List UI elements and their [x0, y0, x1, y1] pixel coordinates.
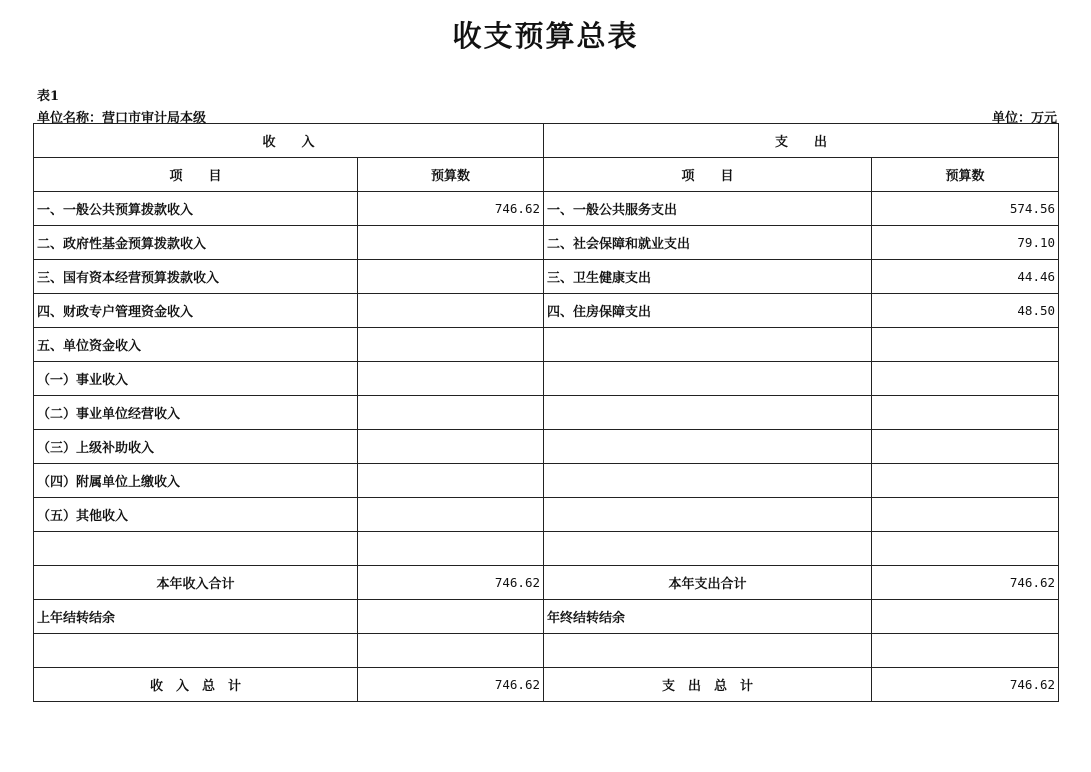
income-total-label: 收 入 总 计 [34, 668, 358, 702]
unit-name: 单位名称：营口市审计局本级 [37, 111, 207, 126]
expense-subtotal-label: 本年支出合计 [544, 566, 872, 600]
expense-value-cell: 48.50 [872, 294, 1059, 328]
expense-value-cell [872, 362, 1059, 396]
expense-carry-label: 年终结转结余 [544, 600, 872, 634]
income-value-cell [358, 260, 544, 294]
expense-value-cell: 44.46 [872, 260, 1059, 294]
column-header-row [34, 158, 1059, 192]
income-item-cell: 二、政府性基金预算拨款收入 [34, 226, 358, 260]
blank-cell [34, 634, 358, 668]
expense-item-cell [544, 498, 872, 532]
expense-value-cell [872, 396, 1059, 430]
section-header-row [34, 124, 1059, 158]
income-carry-value [358, 600, 544, 634]
expense-item-cell [544, 362, 872, 396]
income-carry-label: 上年结转结余 [34, 600, 358, 634]
blank-row [34, 634, 1059, 668]
blank-cell [544, 634, 872, 668]
table-row [34, 430, 1059, 464]
expense-subtotal-value: 746.62 [872, 566, 1059, 600]
table-row [34, 464, 1059, 498]
income-value-cell [358, 294, 544, 328]
income-subtotal-label: 本年收入合计 [34, 566, 358, 600]
income-value-cell [358, 226, 544, 260]
blank-cell [872, 634, 1059, 668]
table-row [34, 498, 1059, 532]
table-row [34, 532, 1059, 566]
income-value-cell [358, 430, 544, 464]
income-item-cell: （二）事业单位经营收入 [34, 396, 358, 430]
expense-value-cell [872, 498, 1059, 532]
income-value-cell: 746.62 [358, 192, 544, 226]
expense-section-header: 支 出 [544, 124, 1059, 158]
table-row [34, 192, 1059, 226]
blank-cell [358, 634, 544, 668]
expense-carry-value [872, 600, 1059, 634]
expense-value-cell [872, 532, 1059, 566]
income-subtotal-value: 746.62 [358, 566, 544, 600]
income-item-cell: （三）上级补助收入 [34, 430, 358, 464]
income-item-cell: 四、财政专户管理资金收入 [34, 294, 358, 328]
expense-item-cell: 二、社会保障和就业支出 [544, 226, 872, 260]
total-row [34, 668, 1059, 702]
expense-total-value: 746.62 [872, 668, 1059, 702]
income-value-cell [358, 498, 544, 532]
income-value-cell [358, 362, 544, 396]
subtotal-row [34, 566, 1059, 600]
expense-value-cell [872, 430, 1059, 464]
expense-budget-header: 预算数 [872, 158, 1059, 192]
income-item-cell: 一、一般公共预算拨款收入 [34, 192, 358, 226]
expense-item-cell [544, 328, 872, 362]
income-value-cell [358, 396, 544, 430]
expense-value-cell: 574.56 [872, 192, 1059, 226]
expense-value-cell [872, 328, 1059, 362]
income-section-header: 收 入 [34, 124, 544, 158]
income-item-cell: （四）附属单位上缴收入 [34, 464, 358, 498]
page-title: 收支预算总表 [452, 19, 639, 53]
income-item-cell: （一）事业收入 [34, 362, 358, 396]
expense-value-cell [872, 464, 1059, 498]
table-row [34, 294, 1059, 328]
expense-item-header: 项 目 [544, 158, 872, 192]
income-value-cell [358, 464, 544, 498]
income-total-value: 746.62 [358, 668, 544, 702]
carry-row [34, 600, 1059, 634]
table-number: 表1 [37, 89, 60, 104]
table-row [34, 226, 1059, 260]
expense-item-cell [544, 532, 872, 566]
expense-total-label: 支 出 总 计 [544, 668, 872, 702]
expense-item-cell: 一、一般公共服务支出 [544, 192, 872, 226]
table-row [34, 396, 1059, 430]
expense-item-cell [544, 430, 872, 464]
table-row [34, 328, 1059, 362]
unit-label: 单位：万元 [991, 111, 1057, 126]
income-value-cell [358, 532, 544, 566]
income-item-header: 项 目 [34, 158, 358, 192]
table-row [34, 362, 1059, 396]
expense-item-cell: 三、卫生健康支出 [544, 260, 872, 294]
income-item-cell [34, 532, 358, 566]
income-item-cell: 五、单位资金收入 [34, 328, 358, 362]
income-value-cell [358, 328, 544, 362]
table-row [34, 260, 1059, 294]
income-item-cell: （五）其他收入 [34, 498, 358, 532]
expense-item-cell [544, 396, 872, 430]
income-item-cell: 三、国有资本经营预算拨款收入 [34, 260, 358, 294]
expense-value-cell: 79.10 [872, 226, 1059, 260]
budget-table [33, 123, 1059, 702]
expense-item-cell: 四、住房保障支出 [544, 294, 872, 328]
income-budget-header: 预算数 [358, 158, 544, 192]
expense-item-cell [544, 464, 872, 498]
